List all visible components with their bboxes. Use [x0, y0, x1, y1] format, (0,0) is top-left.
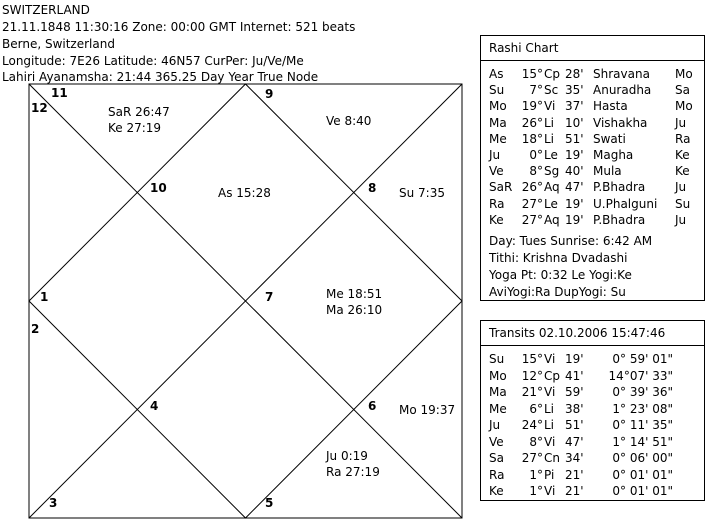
- rashi-nakshatra-lord: Ke: [675, 148, 690, 162]
- rashi-nakshatra: Mula: [593, 164, 622, 179]
- planet-jupiter-label: Ju 0:19: [326, 449, 368, 463]
- rashi-degree: 7°: [529, 83, 543, 98]
- rashi-nakshatra: Hasta: [593, 99, 628, 114]
- transit-row: [489, 483, 698, 499]
- rashi-sign: Aq: [544, 180, 560, 195]
- transit-row: [489, 417, 698, 433]
- transit-row: [489, 384, 698, 400]
- rashi-sign: Le: [544, 148, 558, 162]
- rashi-nakshatra-lord: Ke: [675, 164, 690, 179]
- transit-planet: Ve: [489, 434, 504, 449]
- transit-speed: 0° 06' 00": [612, 451, 673, 465]
- rashi-minutes: 28': [565, 67, 584, 81]
- rashi-planet: Ma: [489, 115, 507, 130]
- rashi-row: [489, 82, 698, 98]
- rashi-degree: 26°: [521, 180, 543, 195]
- transit-row: [489, 401, 698, 417]
- transit-degree: 12°: [521, 368, 543, 383]
- coordinates-line: Longitude: 7E26 Latitude: 46N57 CurPer: Ju/Ve/Me: [2, 54, 304, 68]
- rashi-title-divider: [481, 60, 704, 61]
- rashi-planet: Ju: [489, 148, 501, 162]
- rashi-row: [489, 115, 698, 131]
- house-number-1: 1: [40, 290, 49, 304]
- rashi-nakshatra: Magha: [593, 148, 634, 162]
- house-number-7: 7: [265, 290, 274, 304]
- transit-minutes: 19': [565, 352, 584, 366]
- rashi-degree: 8°: [529, 164, 543, 179]
- rashi-planet: Ve: [489, 164, 504, 179]
- transits-title: Transits 02.10.2006 15:47:46: [489, 326, 666, 340]
- transit-degree: 1°: [529, 467, 543, 482]
- rashi-chart-title: Rashi Chart: [489, 41, 559, 55]
- rashi-nakshatra-lord: Ju: [675, 115, 687, 130]
- transits-panel: [480, 320, 705, 501]
- rashi-planet: As: [489, 67, 504, 81]
- rashi-minutes: 10': [565, 115, 584, 130]
- rashi-day-line: Day: Tues Sunrise: 6:42 AM: [489, 234, 653, 248]
- house-number-5: 5: [265, 496, 274, 510]
- transit-row: [489, 351, 698, 367]
- rashi-nakshatra-lord: Su: [675, 196, 691, 211]
- house-number-8: 8: [368, 181, 377, 195]
- rashi-nakshatra: P.Bhadra: [593, 212, 646, 227]
- transit-row: [489, 450, 698, 466]
- rashi-minutes: 40': [565, 164, 584, 179]
- transit-speed: 0° 39' 36": [612, 385, 673, 399]
- house-number-3: 3: [49, 496, 58, 510]
- rashi-nakshatra-lord: Sa: [675, 83, 690, 98]
- rashi-yoga-line: Yoga Pt: 0:32 Le Yogi:Ke: [489, 268, 632, 282]
- transit-sign: Cn: [544, 451, 560, 465]
- house-number-12: 12: [31, 101, 48, 115]
- rashi-planet: SaR: [489, 180, 513, 195]
- rashi-sign: Cp: [544, 67, 560, 81]
- rashi-nakshatra-lord: Mo: [675, 99, 693, 114]
- rashi-planet: Ke: [489, 212, 504, 227]
- rashi-minutes: 35': [565, 83, 584, 98]
- rashi-tithi-line: Tithi: Krishna Dvadashi: [489, 251, 628, 265]
- rashi-sign: Le: [544, 196, 558, 211]
- transit-planet: Mo: [489, 368, 507, 383]
- rashi-sign: Sc: [544, 83, 559, 98]
- rashi-nakshatra: Swati: [593, 131, 626, 146]
- rashi-nakshatra: Anuradha: [593, 83, 652, 98]
- planet-saturn-label: SaR 26:47: [108, 105, 170, 119]
- house-number-9: 9: [265, 87, 274, 101]
- house-number-4: 4: [150, 399, 159, 413]
- transit-speed: 14°07' 33": [608, 368, 673, 383]
- transit-minutes: 34': [565, 451, 584, 465]
- transit-sign: Li: [544, 418, 555, 432]
- rashi-degree: 0°: [529, 148, 543, 162]
- rashi-avi-line: AviYogi:Ra DupYogi: Su: [489, 285, 626, 299]
- rashi-degree: 19°: [521, 99, 543, 114]
- rashi-chart-panel: [480, 35, 705, 301]
- rashi-planet: Su: [489, 83, 505, 98]
- transit-degree: 1°: [529, 484, 543, 498]
- rashi-minutes: 51': [565, 131, 584, 146]
- transit-minutes: 47': [565, 434, 584, 449]
- rashi-nakshatra: Shravana: [593, 67, 650, 81]
- rashi-row: [489, 163, 698, 179]
- rashi-row: [489, 179, 698, 195]
- planet-venus-label: Ve 8:40: [326, 114, 372, 128]
- ayanamsha-line: Lahiri Ayanamsha: 21:44 365.25 Day Year True Node: [2, 70, 319, 84]
- rashi-sign: Aq: [544, 212, 560, 227]
- planet-rahu-label: Ra 27:19: [326, 465, 380, 479]
- rashi-degree: 26°: [521, 115, 543, 130]
- planet-mars-label: Ma 26:10: [326, 303, 383, 317]
- planet-mercury-label: Me 18:51: [326, 287, 383, 301]
- planet-ketu-label: Ke 27:19: [108, 121, 162, 135]
- transit-minutes: 51': [565, 418, 584, 432]
- transit-degree: 24°: [521, 418, 543, 432]
- transit-degree: 27°: [521, 451, 543, 465]
- house-number-6: 6: [368, 399, 377, 413]
- rashi-sign: Sg: [544, 164, 560, 179]
- rashi-sign: Vi: [544, 99, 556, 114]
- transit-sign: Vi: [544, 385, 556, 399]
- rashi-degree: 15°: [521, 67, 543, 81]
- transit-speed: 0° 11' 35": [612, 418, 673, 432]
- transit-planet: Sa: [489, 451, 504, 465]
- transit-degree: 6°: [529, 401, 543, 416]
- rashi-planet: Me: [489, 131, 507, 146]
- transit-sign: Pi: [544, 467, 555, 482]
- rashi-row: [489, 66, 698, 82]
- rashi-row: [489, 147, 698, 163]
- rashi-nakshatra: U.Phalguni: [593, 196, 658, 211]
- rashi-row: [489, 98, 698, 114]
- transit-speed: 1° 14' 51": [612, 434, 673, 449]
- transits-title-divider: [481, 345, 704, 346]
- rashi-row: [489, 196, 698, 212]
- transit-sign: Vi: [544, 352, 556, 366]
- rashi-minutes: 19': [565, 196, 584, 211]
- chart-place-title: SWITZERLAND: [2, 3, 90, 17]
- rashi-degree: 18°: [521, 131, 543, 146]
- rashi-sign: Li: [544, 131, 555, 146]
- transit-planet: Su: [489, 352, 505, 366]
- rashi-nakshatra-lord: Ju: [675, 212, 687, 227]
- rashi-minutes: 19': [565, 212, 584, 227]
- transit-degree: 8°: [529, 434, 543, 449]
- transit-degree: 15°: [521, 352, 543, 366]
- rashi-minutes: 37': [565, 99, 584, 114]
- transit-planet: Ra: [489, 467, 505, 482]
- rashi-nakshatra-lord: Mo: [675, 67, 693, 81]
- birth-datetime-line: 21.11.1848 11:30:16 Zone: 00:00 GMT Internet: 521 beats: [2, 20, 356, 34]
- rashi-sign: Li: [544, 115, 555, 130]
- rashi-degree: 27°: [521, 212, 543, 227]
- house-number-2: 2: [31, 322, 40, 336]
- transit-minutes: 38': [565, 401, 584, 416]
- transit-minutes: 41': [565, 368, 584, 383]
- rashi-degree: 27°: [521, 196, 543, 211]
- rashi-minutes: 19': [565, 148, 584, 162]
- transit-minutes: 21': [565, 467, 584, 482]
- birth-place-line: Berne, Switzerland: [2, 37, 115, 51]
- rashi-nakshatra-lord: Ra: [675, 131, 691, 146]
- rashi-planet: Mo: [489, 99, 507, 114]
- rashi-minutes: 47': [565, 180, 584, 195]
- transit-speed: 0° 01' 01": [612, 484, 673, 498]
- transit-minutes: 21': [565, 484, 584, 498]
- rashi-row: [489, 131, 698, 147]
- house-number-10: 10: [150, 181, 167, 195]
- transit-sign: Vi: [544, 484, 556, 498]
- planet-sun-label: Su 7:35: [399, 186, 445, 200]
- rashi-nakshatra-lord: Ju: [675, 180, 687, 195]
- transit-degree: 21°: [521, 385, 543, 399]
- rashi-nakshatra: P.Bhadra: [593, 180, 646, 195]
- planet-moon-label: Mo 19:37: [399, 403, 456, 417]
- transit-planet: Me: [489, 401, 507, 416]
- ascendant-label: As 15:28: [218, 186, 271, 200]
- transit-row: [489, 467, 698, 483]
- house-number-11: 11: [51, 86, 68, 100]
- transit-sign: Vi: [544, 434, 556, 449]
- rashi-row: [489, 212, 698, 228]
- transit-row: [489, 434, 698, 450]
- transit-planet: Ju: [489, 418, 501, 432]
- rashi-planet: Ra: [489, 196, 505, 211]
- transit-row: [489, 368, 698, 384]
- transit-minutes: 59': [565, 385, 584, 399]
- rashi-nakshatra: Vishakha: [593, 115, 648, 130]
- transit-planet: Ke: [489, 484, 504, 498]
- transit-sign: Cp: [544, 368, 560, 383]
- transit-speed: 0° 01' 01": [612, 467, 673, 482]
- transit-sign: Li: [544, 401, 555, 416]
- transit-planet: Ma: [489, 385, 507, 399]
- transit-speed: 0° 59' 01": [612, 352, 673, 366]
- transit-speed: 1° 23' 08": [612, 401, 673, 416]
